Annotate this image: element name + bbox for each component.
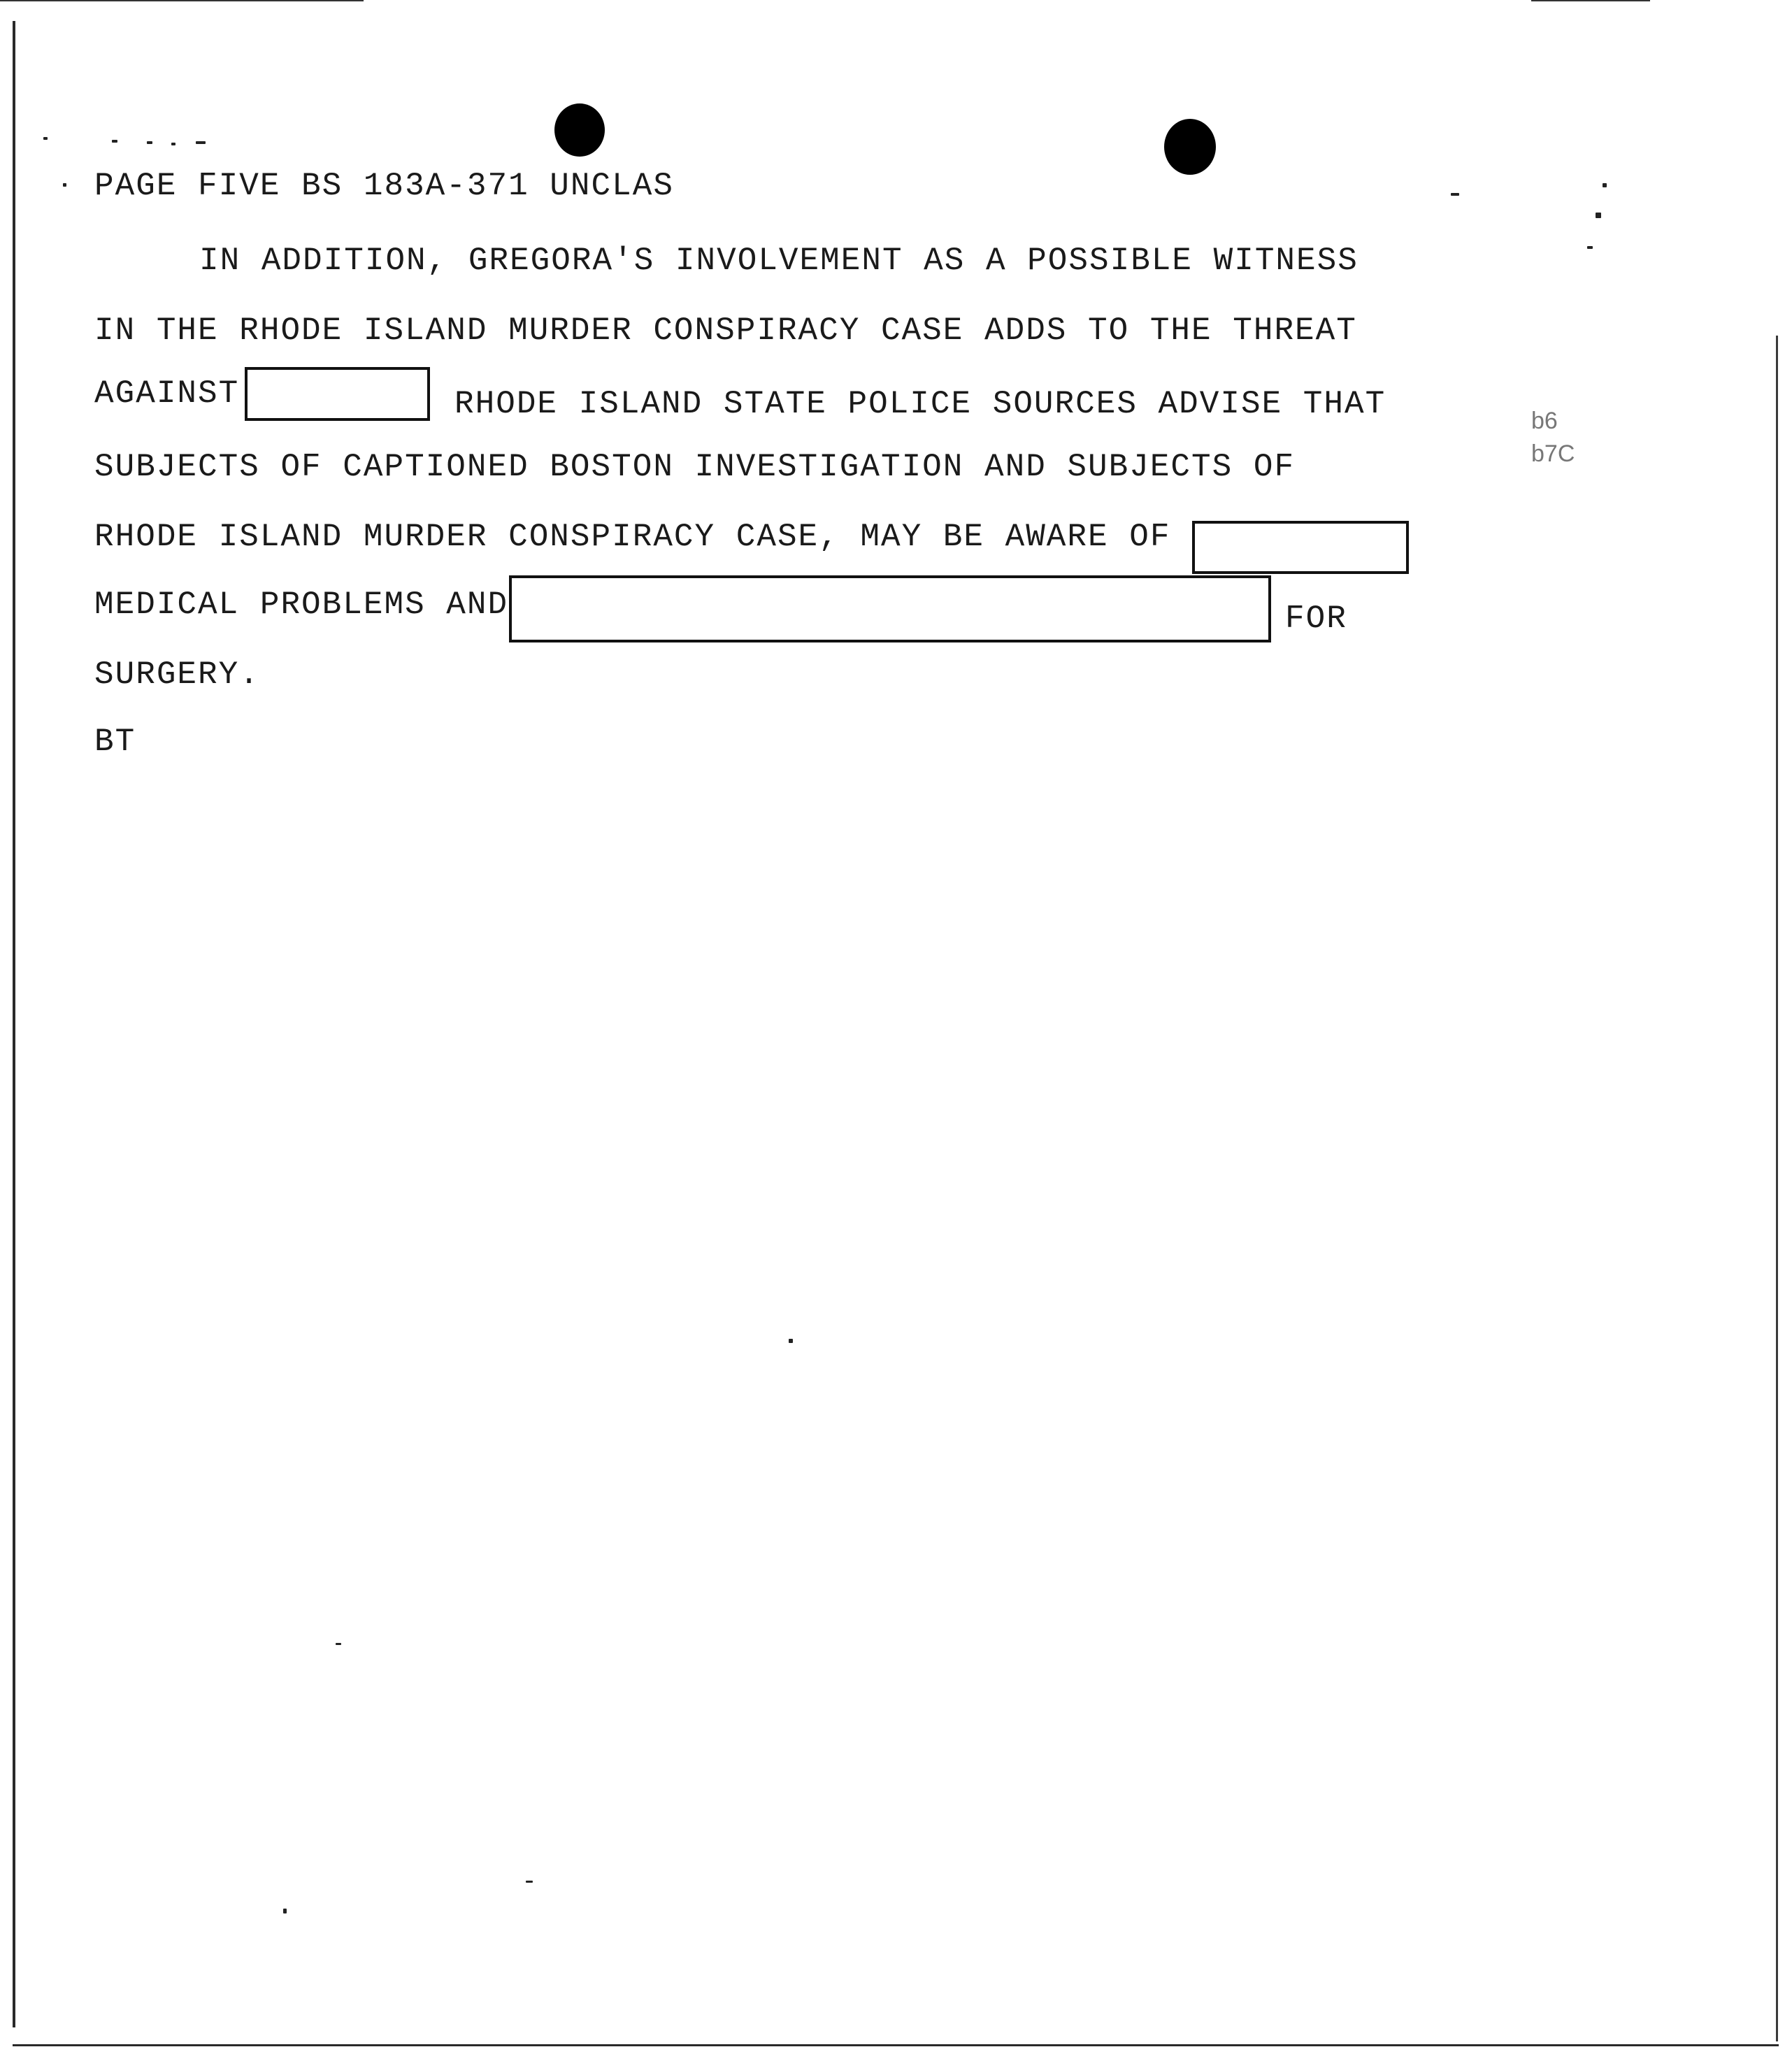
speck [1603, 183, 1607, 187]
redaction-box-2 [1192, 521, 1409, 574]
speck [1451, 193, 1459, 196]
speck [789, 1339, 793, 1343]
speck [196, 141, 206, 144]
page-bottom-edge [13, 2044, 1779, 2046]
exemption-code-b6: b6 [1531, 408, 1558, 434]
page-left-edge [13, 21, 15, 2027]
speck [1587, 246, 1593, 249]
speck [43, 137, 48, 140]
punch-hole-left [554, 103, 605, 157]
body-line-2: IN THE RHODE ISLAND MURDER CONSPIRACY CASE ADDS TO THE THREAT [94, 313, 1357, 349]
speck [526, 1881, 533, 1883]
redaction-box-3 [509, 575, 1271, 642]
body-line-3-start: AGAINST [94, 375, 240, 412]
speck [112, 140, 117, 143]
scan-top-line-left [0, 0, 364, 1]
body-line-4: SUBJECTS OF CAPTIONED BOSTON INVESTIGATION AND SUBJECTS OF [94, 449, 1296, 485]
speck [171, 143, 175, 145]
speck [63, 183, 66, 187]
body-line-3-end: RHODE ISLAND STATE POLICE SOURCES ADVISE THAT [454, 386, 1386, 422]
speck [283, 1909, 287, 1913]
speck [147, 141, 152, 144]
exemption-code-b7c: b7C [1531, 440, 1575, 467]
body-line-1: IN ADDITION, GREGORA'S INVOLVEMENT AS A POSSIBLE WITNESS [199, 243, 1359, 279]
speck [336, 1643, 341, 1645]
body-line-7: SURGERY. [94, 656, 260, 693]
body-line-6-start: MEDICAL PROBLEMS AND [94, 587, 509, 623]
page-right-edge [1776, 336, 1778, 2041]
speck [1596, 213, 1601, 218]
punch-hole-right [1164, 119, 1216, 175]
document-header: PAGE FIVE BS 183A-371 UNCLAS [94, 168, 674, 204]
end-marker: BT [94, 724, 136, 760]
body-line-5: RHODE ISLAND MURDER CONSPIRACY CASE, MAY BE AWARE OF [94, 519, 1171, 555]
body-line-6-end: FOR [1285, 601, 1347, 637]
redaction-box-1 [245, 367, 430, 421]
scan-top-line-right [1531, 0, 1650, 1]
